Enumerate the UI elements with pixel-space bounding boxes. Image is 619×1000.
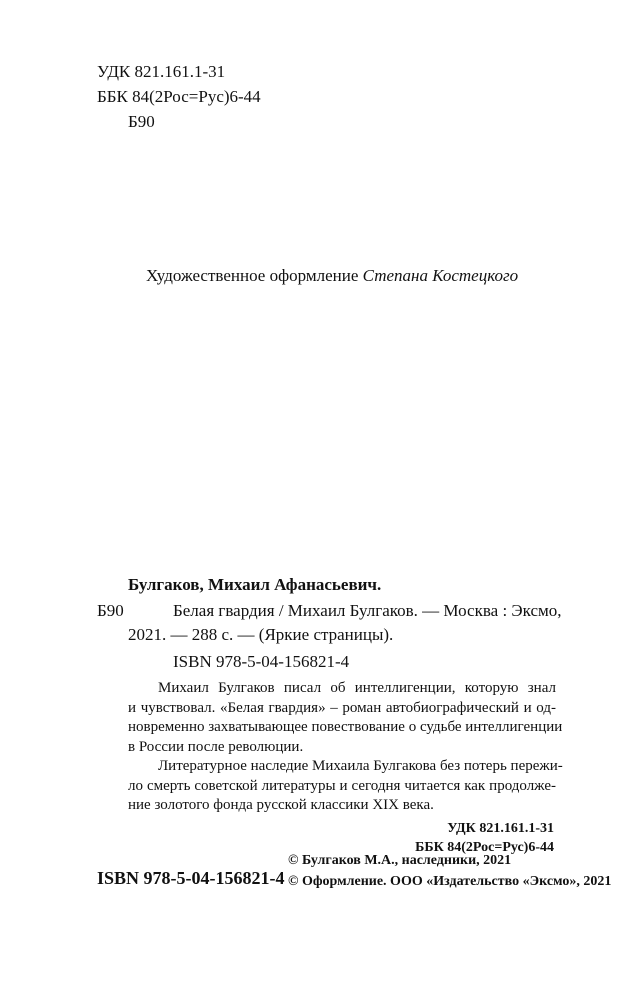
- annotation-1-line-1: Михаил Булгаков писал об интеллигенции, которую знал: [158, 680, 556, 696]
- catalog-isbn: ISBN 978-5-04-156821-4: [173, 652, 350, 671]
- copyright-design: © Оформление. ООО «Издательство «Эксмо», 2021: [288, 874, 612, 889]
- annotation-1-line-2: и чувствовал. «Белая гвардия» – роман автобиографический и од-: [128, 699, 556, 716]
- annotation-1-line-4: в России после революции.: [128, 738, 304, 755]
- annotation-2-line-1: Литературное наследие Михаила Булгакова без потерь пережи-: [158, 758, 563, 774]
- header-author-code: Б90: [128, 112, 155, 131]
- annotation-paragraph-1: [128, 679, 563, 757]
- catalog-udk: УДК 821.161.1-31: [447, 821, 554, 836]
- annotation-paragraph-2: [128, 757, 563, 816]
- header-udk: УДК 821.161.1-31: [97, 62, 226, 81]
- design-credit-prefix: Художественное оформление: [146, 266, 363, 285]
- design-credit: [146, 266, 518, 286]
- footer-isbn: ISBN 978-5-04-156821-4: [97, 868, 285, 888]
- catalog-author-code: Б90: [97, 601, 124, 620]
- annotation-2-line-3: ние золотого фонда русской классики XIX века.: [128, 797, 434, 813]
- annotation-2-line-2: ло смерть советской литературы и сегодня читается как продолже-: [128, 777, 556, 794]
- annotation-1-line-3: новременно захватывающее повествование о судьбе интеллигенции: [128, 719, 563, 735]
- catalog-author: Булгаков, Михаил Афанасьевич.: [128, 575, 382, 594]
- catalog-bbk: ББК 84(2Рос=Рус)6-44: [415, 840, 554, 855]
- catalog-bib-line-2: 2021. — 288 с. — (Яркие страницы).: [128, 625, 394, 644]
- header-bbk: ББК 84(2Рос=Рус)6-44: [97, 87, 261, 106]
- design-credit-name: Степана Костецкого: [362, 266, 519, 285]
- catalog-bib-line-1: Белая гвардия / Михаил Булгаков. — Москва : Эксмо,: [173, 601, 562, 620]
- copyright-author: © Булгаков М.А., наследники, 2021: [288, 853, 512, 868]
